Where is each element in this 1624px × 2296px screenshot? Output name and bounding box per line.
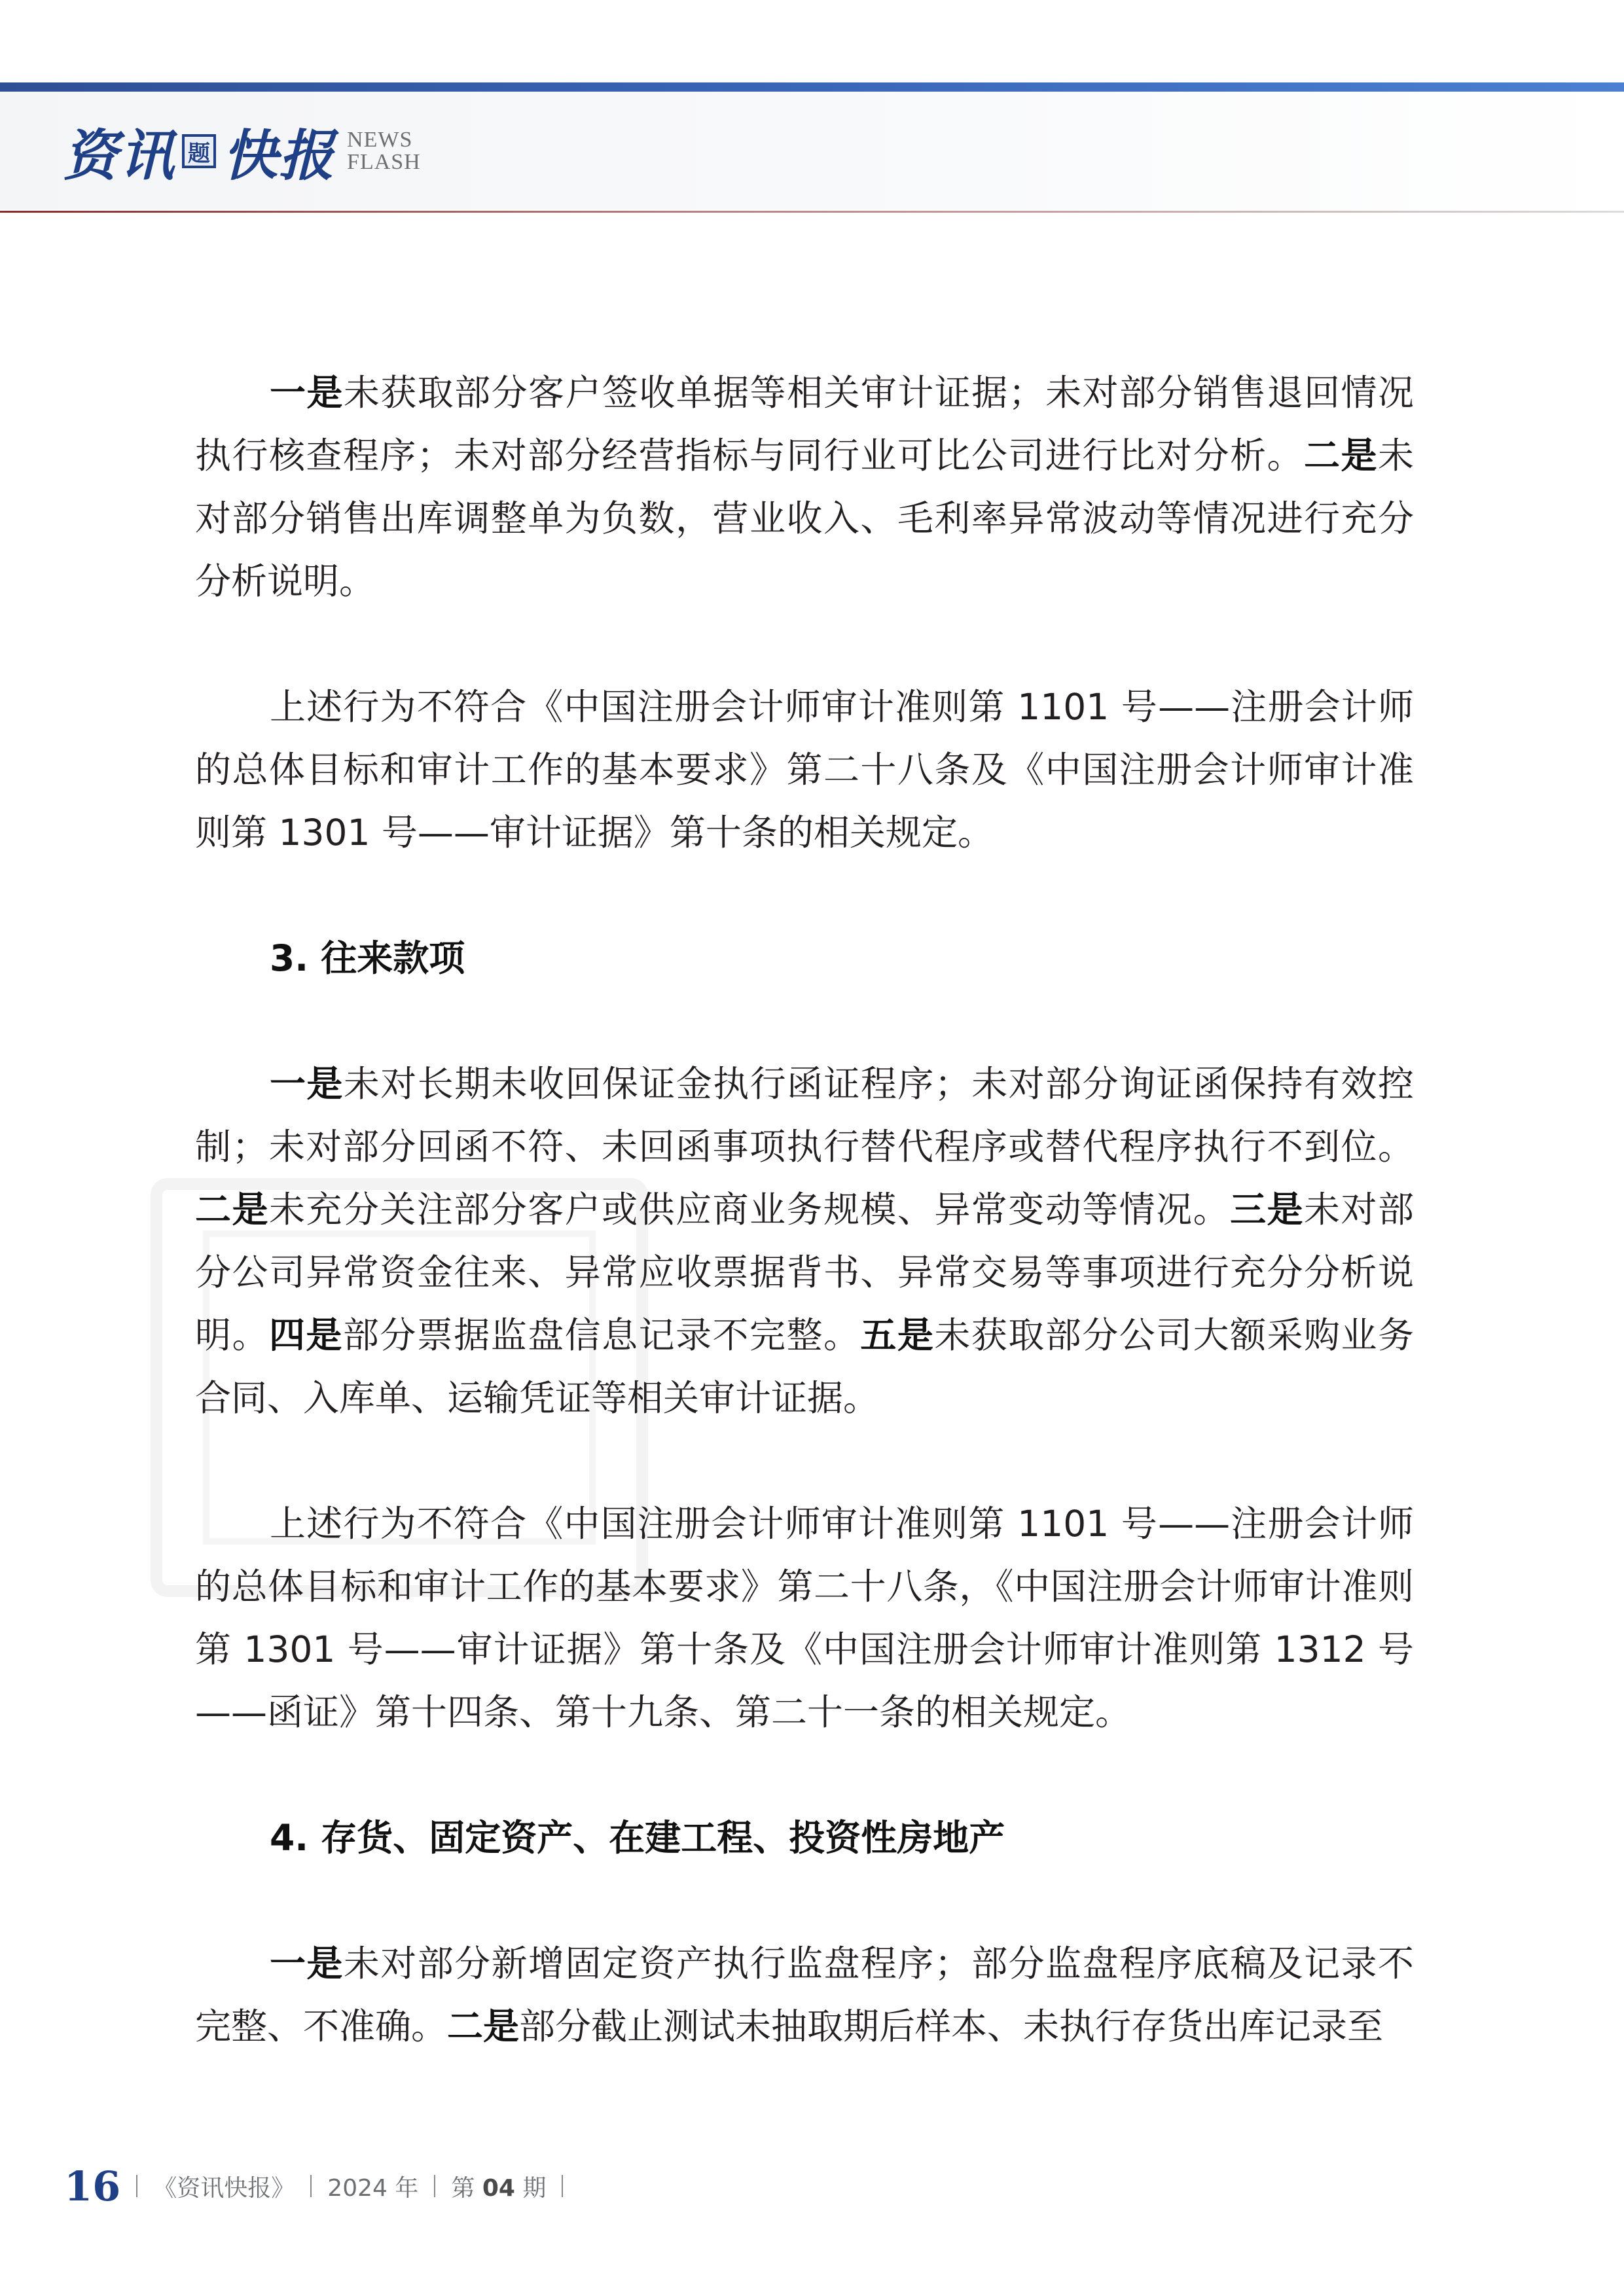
footer-issue bbox=[451, 2170, 546, 2203]
header-divider bbox=[0, 211, 1624, 213]
bold-marker: 二是 bbox=[195, 1189, 269, 1230]
bold-marker: 五是 bbox=[860, 1314, 935, 1356]
page-footer bbox=[64, 2160, 579, 2212]
paragraph-inventory-findings bbox=[195, 1932, 1414, 2058]
logo-english-line2: FLASH bbox=[347, 150, 421, 174]
bold-marker: 四是 bbox=[268, 1314, 343, 1356]
footer-year bbox=[327, 2170, 418, 2203]
section-heading-4: 4. 存货、固定资产、在建工程、投资性房地产 bbox=[270, 1817, 1005, 1859]
footer-divider bbox=[562, 2175, 563, 2197]
footer-divider bbox=[310, 2175, 312, 2197]
bold-marker: 二是 bbox=[447, 2005, 520, 2047]
logo-english bbox=[347, 129, 421, 173]
bold-marker: 一是 bbox=[270, 1063, 344, 1105]
paragraph-text: 未充分关注部分客户或供应商业务规模、异常变动等情况。 bbox=[268, 1189, 1231, 1230]
footer-year-number: 2024 bbox=[327, 2174, 388, 2202]
footer-year-unit: 年 bbox=[395, 2174, 419, 2202]
paragraph-text: 未获取部分客户签收单据等相关审计证据；未对部分销售退回情况执行核查程序；未对部分经营指标与同行业可比公司进行比对分析。 bbox=[195, 372, 1414, 476]
article-body bbox=[195, 361, 1414, 2058]
footer-issue-number: 04 bbox=[482, 2174, 515, 2202]
paragraph-text: 未对部分新增固定资产执行监盘程序；部分监盘程序底稿及记录不完整、不准确。 bbox=[195, 1943, 1414, 2047]
footer-divider bbox=[136, 2175, 137, 2197]
section-heading-3: 3. 往来款项 bbox=[270, 937, 465, 979]
logo-english-line1: NEWS bbox=[347, 128, 413, 152]
logo-text-left: 资讯 bbox=[63, 122, 176, 188]
bold-marker: 一是 bbox=[270, 372, 344, 414]
footer-publication: 《资讯快报》 bbox=[153, 2174, 295, 2202]
paragraph-text: 未获取部分公司大额采购业务合同、入库单、运输凭证等相关审计证据。 bbox=[195, 1314, 1414, 1419]
footer-divider bbox=[434, 2175, 435, 2197]
footer-issue-prefix: 第 bbox=[451, 2174, 475, 2202]
paragraph-text: 部分截止测试未抽取期后样本、未执行存货出库记录至 bbox=[519, 2005, 1384, 2047]
paragraph-text: 未对部分公司异常资金往来、异常应收票据背书、异常交易等事项进行充分分析说明。 bbox=[195, 1189, 1414, 1356]
paragraph-text: 未对部分销售出库调整单为负数，营业收入、毛利率异常波动等情况进行充分分析说明。 bbox=[195, 435, 1414, 602]
logo-text-right: 快报 bbox=[223, 122, 336, 188]
logo-seal-icon: 题 bbox=[182, 134, 216, 168]
paragraph-receivables-findings bbox=[195, 1052, 1414, 1429]
bold-marker: 三是 bbox=[1230, 1189, 1305, 1230]
page-number: 16 bbox=[64, 2162, 121, 2210]
paragraph-text: 未对长期未收回保证金执行函证程序；未对部分询证函保持有效控制；未对部分回函不符、未回函事项执行替代程序或替代程序执行不到位。 bbox=[195, 1063, 1414, 1168]
header-accent-bar bbox=[0, 82, 1624, 92]
paragraph-regulation-2: 上述行为不符合《中国注册会计师审计准则第 1101 号——注册会计师的总体目标和审计工作的基本要求》第二十八条，《中国注册会计师审计准则第 1301 号——审计证据》第十条及《中国注册会计师审计准则第 1312 号——函证》第十四条、第十九条、第二十一条的相关规定。 bbox=[195, 1503, 1414, 1733]
footer-issue-unit: 期 bbox=[522, 2174, 547, 2202]
bold-marker: 一是 bbox=[270, 1943, 344, 1984]
paragraph-regulation-1: 上述行为不符合《中国注册会计师审计准则第 1101 号——注册会计师的总体目标和审计工作的基本要求》第二十八条及《中国注册会计师审计准则第 1301 号——审计证据》第十条的相关规定。 bbox=[195, 686, 1414, 853]
publication-logo bbox=[63, 115, 421, 187]
paragraph-revenue-findings bbox=[195, 361, 1414, 613]
bold-marker: 二是 bbox=[1304, 435, 1378, 476]
paragraph-text: 部分票据监盘信息记录不完整。 bbox=[342, 1314, 861, 1356]
